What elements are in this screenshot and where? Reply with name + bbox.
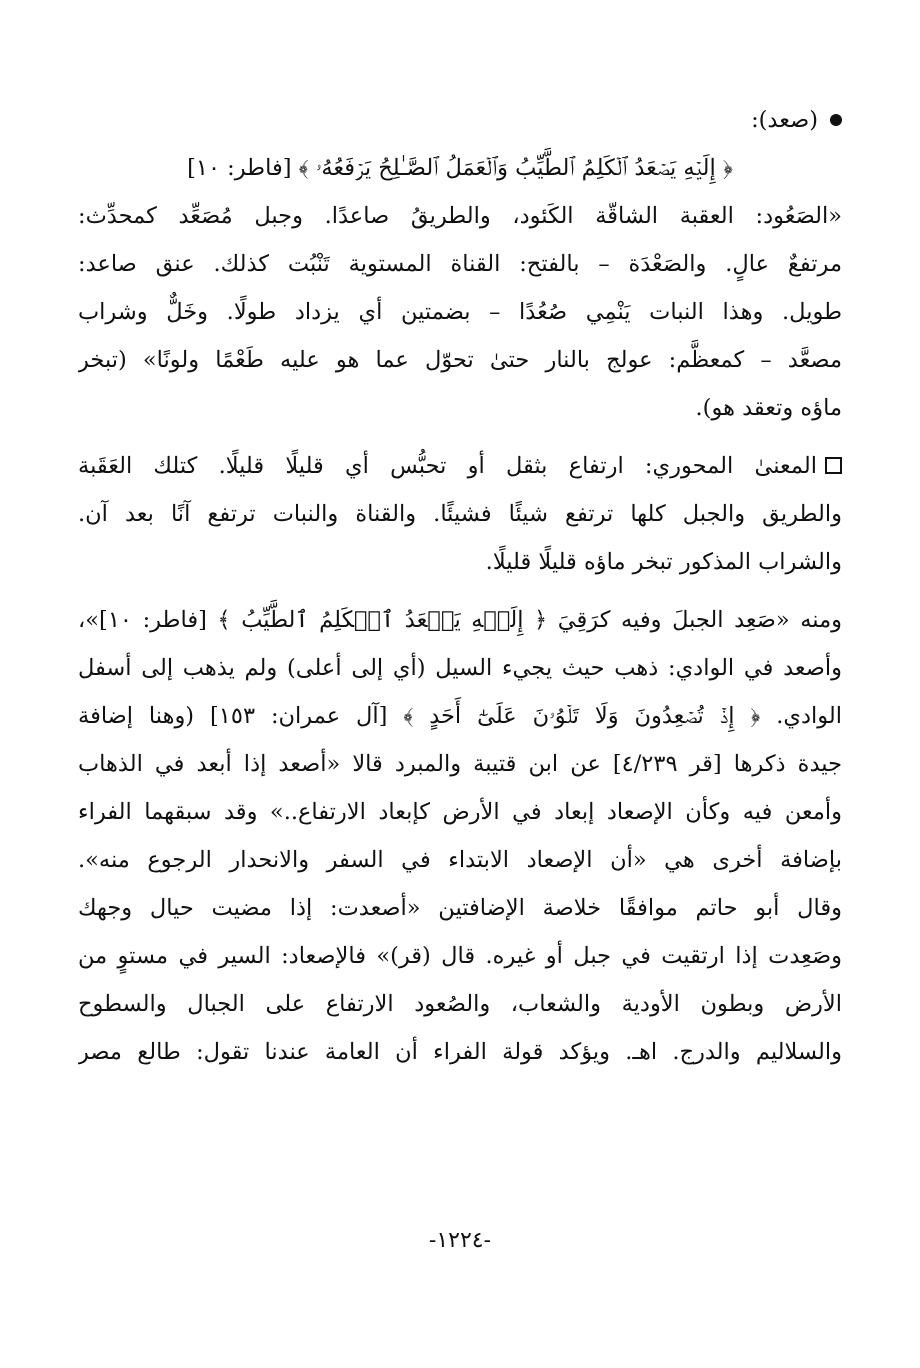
text-line: طويل. وهذا النبات يَنْمِي صُعُدًا – بضمتين أي يزداد طولًا. وخَلٌّ وشراب — [78, 299, 842, 325]
text-line: الوادي. ﴿ إِذۡ تُصۡعِدُونَ وَلَا تَلۡوُۥنَ عَلَىٰٓ أَحَدٍ ﴾ [آل عمران: ١٥٣] (وهنا إضافة — [78, 703, 842, 729]
page-number: -١٢٢٤- — [428, 1228, 492, 1253]
text-line: مرتفعٌ عالٍ. والصَعْدَة – بالفتح: القناة المستوية تَنْبُت كذلك. عنق صاعد: — [78, 251, 842, 277]
text-line: وصَعِدت إذا ارتقيت في جبل أو غيره. قال (قر)» فالإصعاد: السير في مستوٍ من — [78, 943, 842, 969]
text-line: وأمعن فيه وكأن الإصعاد إبعاد في الأرض كإبعاد الارتفاع..» وقد سبقهما الفراء — [78, 799, 842, 825]
text-line: مصعَّد – كمعظَّم: عولج بالنار حتىٰ تحوّل عما هو عليه طَعْمًا ولونًا» (تبخر — [78, 347, 842, 373]
square-icon — [825, 457, 842, 474]
text-line: والطريق والجبل كلها ترتفع شيئًا فشيئًا. والقناة والنبات ترتفع آنًا بعد آن. — [78, 501, 842, 527]
text-line: جيدة ذكرها [قر ٤/٢٣٩] عن ابن قتيبة والمبرد قالا «أصعد إذا أبعد في الذهاب — [78, 751, 842, 777]
quran-verse: ﴿ إِلَيۡهِ يَصۡعَدُ ٱلۡكَلِمُ ٱلطَّيِّبُ وَٱلۡعَمَلُ ٱلصَّـٰلِحُ يَرۡفَعُهُۥ ﴾ [فاطر: ١٠] — [187, 155, 733, 181]
text-line: ومنه «صَعِد الجبلَ وفيه كرَقِيَ ﴿ إِلَيۡهِ يَصۡعَدُ ٱلۡكَلِمُ ٱلطَّيِّبُ ﴾ [فاطر: ١٠]»، — [78, 607, 842, 633]
paragraph-usage — [78, 596, 842, 1076]
core-meaning-text: المعنىٰ المحوري: ارتفاع بثقل أو تحبُّس أي قليلًا قليلًا. كتلك العَقَبة — [78, 453, 817, 479]
text-line: والسلاليم والدرج. اهـ. ويؤكد قولة الفراء أن العامة عندنا تقول: طالع مصر — [78, 1039, 842, 1065]
entry-heading — [78, 96, 842, 144]
text-line: وقال أبو حاتم موافقًا خلاصة الإضافتين «أصعدت: إذا مضيت حيال وجهك — [78, 895, 842, 921]
text-line: وأصعد في الوادي: ذهب حيث يجيء السيل (أي إلى أعلى) ولم يذهب إلى أسفل — [78, 655, 842, 681]
paragraph-core-meaning — [78, 442, 842, 586]
bullet-icon — [830, 114, 842, 126]
text-line: ماؤه وتعقد هو). — [695, 395, 842, 421]
text-line: بإضافة أخرى هي «أن الإصعاد الابتداء في السفر والانحدار الرجوع منه». — [78, 847, 842, 873]
paragraph-definition — [78, 192, 842, 432]
heading-text: (صعد): — [751, 107, 818, 133]
text-line — [78, 442, 842, 490]
text-line: الأرض وبطون الأودية والشعاب، والصُعود الارتفاع على الجبال والسطوح — [78, 991, 842, 1017]
text-line: «الصَعُود: العقبة الشاقّة الكَئود، والطريقُ صاعدًا. وجبل مُصَعِّد كمحدِّث: — [78, 203, 842, 229]
text-line: والشراب المذكور تبخر ماؤه قليلًا قليلًا. — [485, 549, 842, 575]
